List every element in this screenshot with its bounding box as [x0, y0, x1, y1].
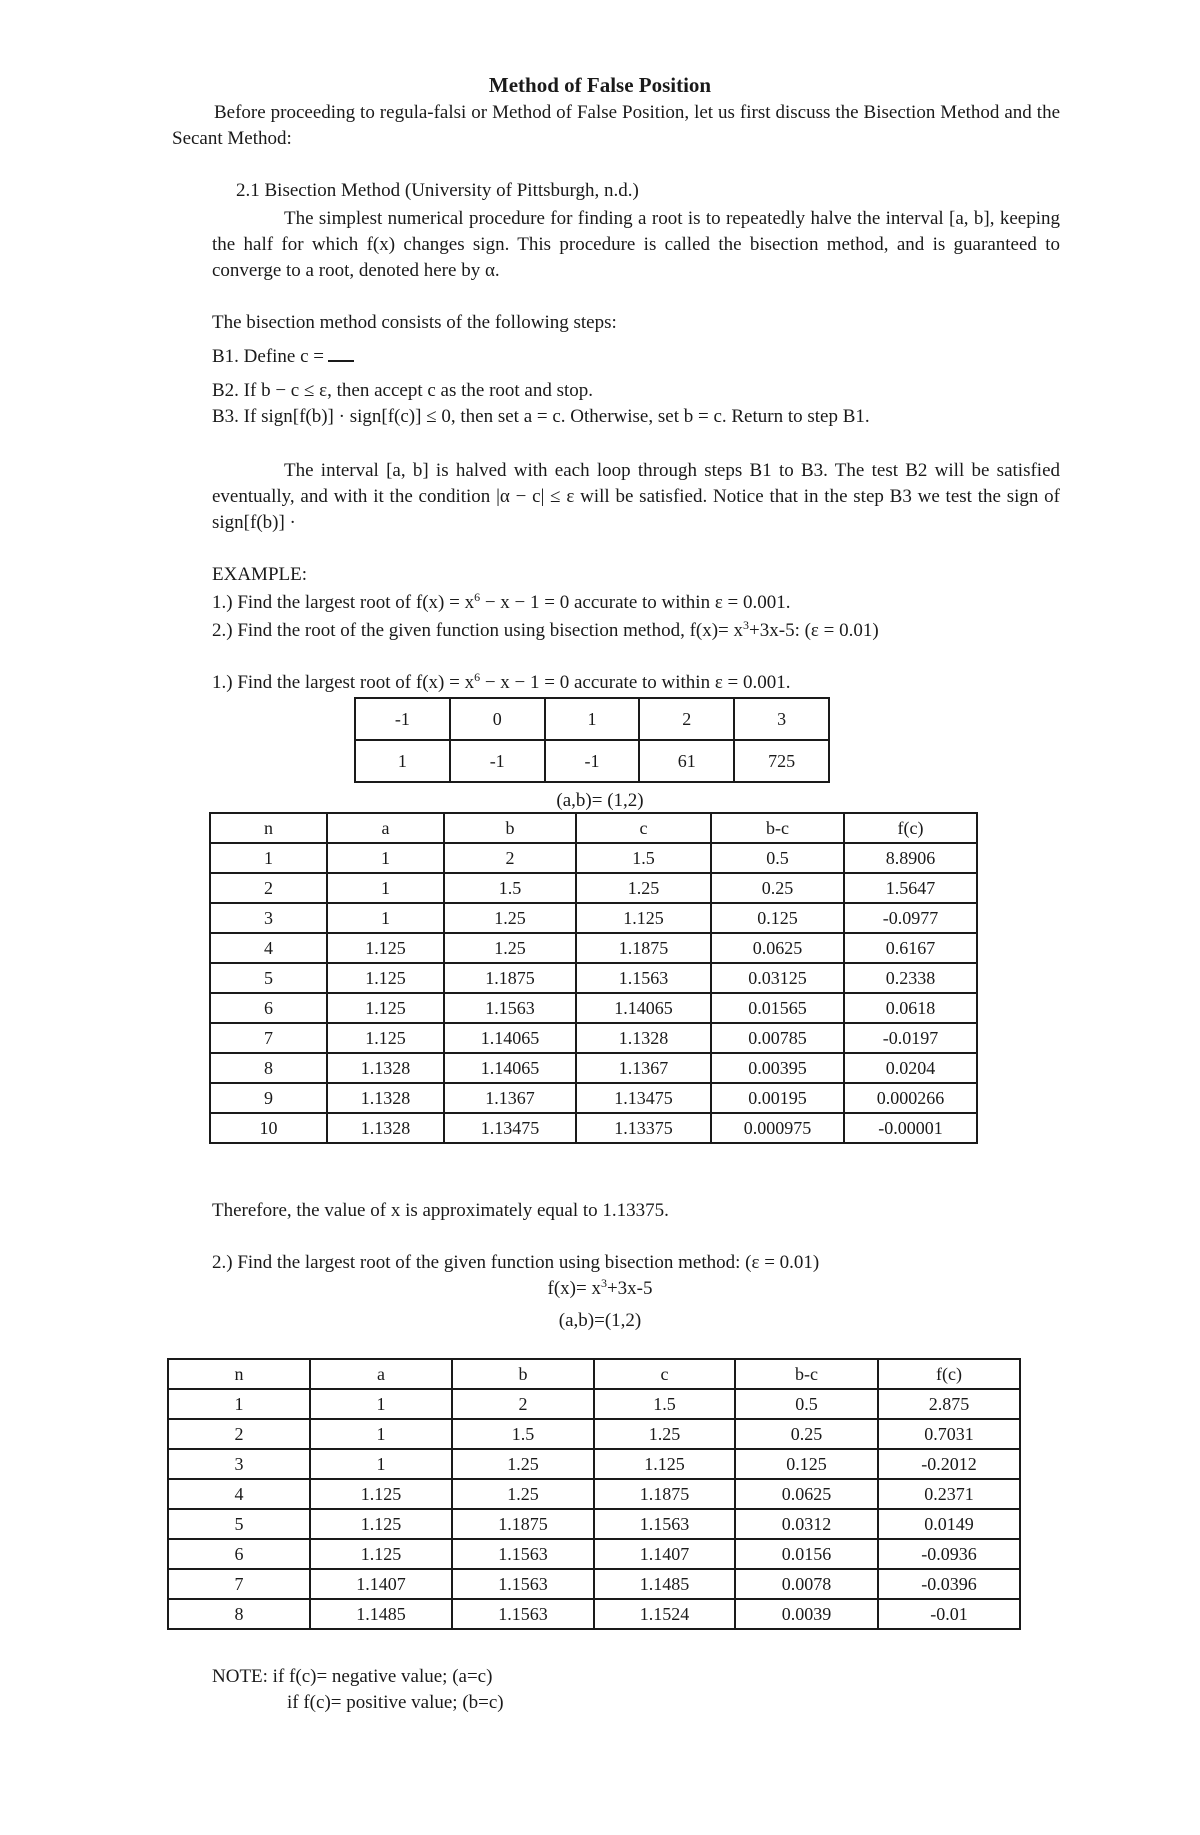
column-header: c	[576, 813, 711, 843]
table-cell: 1.1328	[327, 1083, 444, 1113]
table-cell: 1	[355, 740, 450, 782]
table-cell: 1.1563	[444, 993, 576, 1023]
column-header: b	[452, 1359, 594, 1389]
table-cell: 0.2371	[878, 1479, 1020, 1509]
table-cell: 1.13375	[576, 1113, 711, 1143]
table-cell: 0.0039	[735, 1599, 878, 1629]
section-heading: 2.1 Bisection Method (University of Pittsburgh, n.d.)	[236, 180, 639, 201]
table-cell: 8	[168, 1599, 310, 1629]
table-row	[168, 1479, 1020, 1509]
column-header: b	[444, 813, 576, 843]
table-cell: 0.6167	[844, 933, 977, 963]
table-cell: 0.00195	[711, 1083, 844, 1113]
fraction-placeholder	[328, 346, 354, 362]
table-cell: -1	[355, 698, 450, 740]
table-cell: 2.875	[878, 1389, 1020, 1419]
table-cell: 4	[168, 1479, 310, 1509]
table-cell: 61	[639, 740, 734, 782]
example-2-heading: 2.) Find the largest root of the given function using bisection method: (ε = 0.01)	[212, 1252, 820, 1273]
table-cell: 5	[168, 1509, 310, 1539]
table-cell: 0.0204	[844, 1053, 977, 1083]
table-cell: 1.125	[327, 1023, 444, 1053]
table-cell: 7	[210, 1023, 327, 1053]
table-cell: 0.125	[735, 1449, 878, 1479]
table-cell: 0.125	[711, 903, 844, 933]
table-cell: 1.5	[444, 873, 576, 903]
step-b2: B2. If b − c ≤ ε, then accept c as the root and stop.	[212, 380, 594, 401]
column-header: f(c)	[844, 813, 977, 843]
table-cell: 1.125	[327, 993, 444, 1023]
table-cell: 8	[210, 1053, 327, 1083]
table-cell: 1	[168, 1389, 310, 1419]
example-1-heading-pre: 1.) Find the largest root of f(x) = x	[212, 672, 475, 693]
table-row	[168, 1449, 1020, 1479]
table-cell: 1.1563	[452, 1599, 594, 1629]
table-cell: 0.25	[735, 1419, 878, 1449]
table-cell: 1.1524	[594, 1599, 735, 1629]
table-cell: 0.000266	[844, 1083, 977, 1113]
section-paragraph: The simplest numerical procedure for finding a root is to repeatedly halve the interval [a, b], keeping the half for which f(x) changes sign. This procedure is called the bisection method, and is guaranteed to converge to a root, denoted here by α.	[212, 208, 1060, 281]
table-cell: 1.1563	[452, 1539, 594, 1569]
table-cell: 1.14065	[444, 1053, 576, 1083]
column-header: b-c	[711, 813, 844, 843]
table-cell: 1.1485	[310, 1599, 452, 1629]
step-b1-text: B1. Define c =	[212, 346, 325, 367]
function-post: +3x-5	[606, 1278, 653, 1299]
example-2-statement	[212, 620, 879, 642]
table-cell: -0.0977	[844, 903, 977, 933]
table-cell: 1.125	[327, 963, 444, 993]
example-2-function	[0, 1278, 1200, 1300]
table-cell: 725	[734, 740, 829, 782]
table-cell: 1.125	[310, 1509, 452, 1539]
step-b1	[212, 346, 354, 368]
table-cell: 1.1875	[576, 933, 711, 963]
table-cell: 0.0618	[844, 993, 977, 1023]
table-cell: -0.2012	[878, 1449, 1020, 1479]
table-row	[210, 963, 977, 993]
table-row	[210, 1083, 977, 1113]
table-cell: 0.0156	[735, 1539, 878, 1569]
sign-table	[354, 697, 830, 783]
table-cell: -0.0936	[878, 1539, 1020, 1569]
example-1-post: − x − 1 = 0 accurate to within ε = 0.001.	[480, 592, 791, 613]
second-paragraph: The interval [a, b] is halved with each loop through steps B1 to B3. The test B2 will be satisfied eventually, and with it the condition |α − c| ≤ ε will be satisfied. Notice that in the step B3 we test the sign of sign[f(b)] ·	[212, 460, 1060, 533]
table-cell: 0.2338	[844, 963, 977, 993]
table-cell: 1.1875	[444, 963, 576, 993]
example-1-pre: 1.) Find the largest root of f(x) = x	[212, 592, 475, 613]
table-cell: 0.0078	[735, 1569, 878, 1599]
table-cell: -0.0197	[844, 1023, 977, 1053]
table-cell: 1.5	[576, 843, 711, 873]
table-cell: 1.5	[452, 1419, 594, 1449]
table-row	[355, 698, 829, 740]
table-cell: 0.7031	[878, 1419, 1020, 1449]
table-cell: -0.01	[878, 1599, 1020, 1629]
table-cell: 1.25	[594, 1419, 735, 1449]
table-cell: 1.1563	[452, 1569, 594, 1599]
table-row	[168, 1599, 1020, 1629]
bisection-table-2	[167, 1358, 1021, 1630]
column-header: a	[310, 1359, 452, 1389]
example-1-exponent: 6	[474, 590, 481, 604]
table-row	[168, 1509, 1020, 1539]
table-cell: 1.1875	[452, 1509, 594, 1539]
table-cell: 0.0625	[735, 1479, 878, 1509]
table-row	[168, 1389, 1020, 1419]
table-cell: 1.14065	[576, 993, 711, 1023]
table-cell: 6	[210, 993, 327, 1023]
table-cell: 2	[168, 1419, 310, 1449]
table-cell: 1.1328	[327, 1113, 444, 1143]
table-cell: 4	[210, 933, 327, 963]
table-row	[168, 1569, 1020, 1599]
table-cell: 1.1407	[310, 1569, 452, 1599]
table-cell: 1	[310, 1389, 452, 1419]
table-cell: 1.25	[444, 933, 576, 963]
table-row	[210, 993, 977, 1023]
page-title: Method of False Position	[488, 73, 712, 97]
table-cell: 0.00395	[711, 1053, 844, 1083]
table-row	[210, 1053, 977, 1083]
table-cell: 3	[210, 903, 327, 933]
steps-intro: The bisection method consists of the following steps:	[212, 312, 617, 333]
column-header: n	[210, 813, 327, 843]
table-cell: 2	[210, 873, 327, 903]
table-row	[168, 1419, 1020, 1449]
table-cell: 1.1367	[576, 1053, 711, 1083]
column-header: a	[327, 813, 444, 843]
example-1-heading	[212, 672, 791, 694]
table-row	[210, 1113, 977, 1143]
table-cell: 0.5	[711, 843, 844, 873]
table-cell: 1	[310, 1419, 452, 1449]
table-cell: -0.0396	[878, 1569, 1020, 1599]
example-1-heading-exponent: 6	[474, 670, 481, 684]
interval-2: (a,b)=(1,2)	[558, 1310, 642, 1331]
table-cell: 2	[639, 698, 734, 740]
table-cell: 1.25	[444, 903, 576, 933]
note-line-2: if f(c)= positive value; (b=c)	[287, 1692, 504, 1713]
table-cell: 5	[210, 963, 327, 993]
table-cell: 0.0625	[711, 933, 844, 963]
table-cell: 0.5	[735, 1389, 878, 1419]
table-cell: 1.125	[310, 1539, 452, 1569]
table-cell: 2	[452, 1389, 594, 1419]
table-cell: 1.1875	[594, 1479, 735, 1509]
conclusion-1: Therefore, the value of x is approximately equal to 1.13375.	[212, 1200, 669, 1221]
table-cell: -1	[450, 740, 545, 782]
table-cell: 1.5	[594, 1389, 735, 1419]
example-2-pre: 2.) Find the root of the given function using bisection method, f(x)= x	[212, 620, 744, 641]
table-cell: 1	[327, 903, 444, 933]
interval-1: (a,b)= (1,2)	[556, 790, 644, 811]
table-cell: 1	[327, 843, 444, 873]
function-pre: f(x)= x	[547, 1278, 601, 1299]
table-cell: 0.0312	[735, 1509, 878, 1539]
table-cell: 1.1367	[444, 1083, 576, 1113]
table-cell: 1.1328	[327, 1053, 444, 1083]
table-row	[168, 1539, 1020, 1569]
table-cell: 7	[168, 1569, 310, 1599]
table-cell: 0.000975	[711, 1113, 844, 1143]
column-header: c	[594, 1359, 735, 1389]
table-cell: 1.25	[576, 873, 711, 903]
function-exponent: 3	[600, 1276, 607, 1290]
table-cell: 0.01565	[711, 993, 844, 1023]
table-cell: 1.1407	[594, 1539, 735, 1569]
table-cell: 1.125	[327, 933, 444, 963]
table-cell: 0	[450, 698, 545, 740]
example-label: EXAMPLE:	[212, 564, 307, 585]
table-cell: 1.13475	[576, 1083, 711, 1113]
bisection-table-1	[209, 812, 978, 1144]
table-cell: 1	[310, 1449, 452, 1479]
table-cell: 1.1485	[594, 1569, 735, 1599]
column-header: b-c	[735, 1359, 878, 1389]
table-row	[210, 843, 977, 873]
table-cell: 8.8906	[844, 843, 977, 873]
table-cell: 0.0149	[878, 1509, 1020, 1539]
example-1-heading-post: − x − 1 = 0 accurate to within ε = 0.001.	[480, 672, 791, 693]
table-row	[210, 873, 977, 903]
table-cell: -0.00001	[844, 1113, 977, 1143]
table-cell: 1.1328	[576, 1023, 711, 1053]
table-cell: 6	[168, 1539, 310, 1569]
table-cell: 1.1563	[576, 963, 711, 993]
table-header-row	[168, 1359, 1020, 1389]
table-cell: 0.25	[711, 873, 844, 903]
table-cell: 2	[444, 843, 576, 873]
table-cell: 0.03125	[711, 963, 844, 993]
table-cell: 1	[545, 698, 640, 740]
table-row	[210, 903, 977, 933]
table-cell: 3	[168, 1449, 310, 1479]
note-line-1: NOTE: if f(c)= negative value; (a=c)	[212, 1666, 493, 1687]
example-2-post: +3x-5: (ε = 0.01)	[749, 620, 879, 641]
table-cell: 0.00785	[711, 1023, 844, 1053]
step-b3: B3. If sign[f(b)] · sign[f(c)] ≤ 0, then set a = c. Otherwise, set b = c. Return to step B1.	[212, 406, 870, 427]
column-header: n	[168, 1359, 310, 1389]
example-2-exponent: 3	[743, 618, 750, 632]
table-cell: 1.125	[594, 1449, 735, 1479]
table-cell: 1	[210, 843, 327, 873]
table-cell: 1.25	[452, 1479, 594, 1509]
table-cell: 1.125	[310, 1479, 452, 1509]
table-cell: 1.5647	[844, 873, 977, 903]
table-cell: 9	[210, 1083, 327, 1113]
table-cell: 1.14065	[444, 1023, 576, 1053]
table-cell: 10	[210, 1113, 327, 1143]
intro-paragraph: Before proceeding to regula-falsi or Method of False Position, let us first discuss the Bisection Method and the Secant Method:	[172, 102, 1060, 149]
table-cell: 1.25	[452, 1449, 594, 1479]
table-row	[355, 740, 829, 782]
table-cell: 1.1563	[594, 1509, 735, 1539]
table-cell: 1.13475	[444, 1113, 576, 1143]
table-cell: 3	[734, 698, 829, 740]
table-row	[210, 933, 977, 963]
example-1-statement	[212, 592, 791, 614]
table-cell: 1.125	[576, 903, 711, 933]
table-cell: -1	[545, 740, 640, 782]
table-row	[210, 1023, 977, 1053]
table-header-row	[210, 813, 977, 843]
table-cell: 1	[327, 873, 444, 903]
column-header: f(c)	[878, 1359, 1020, 1389]
